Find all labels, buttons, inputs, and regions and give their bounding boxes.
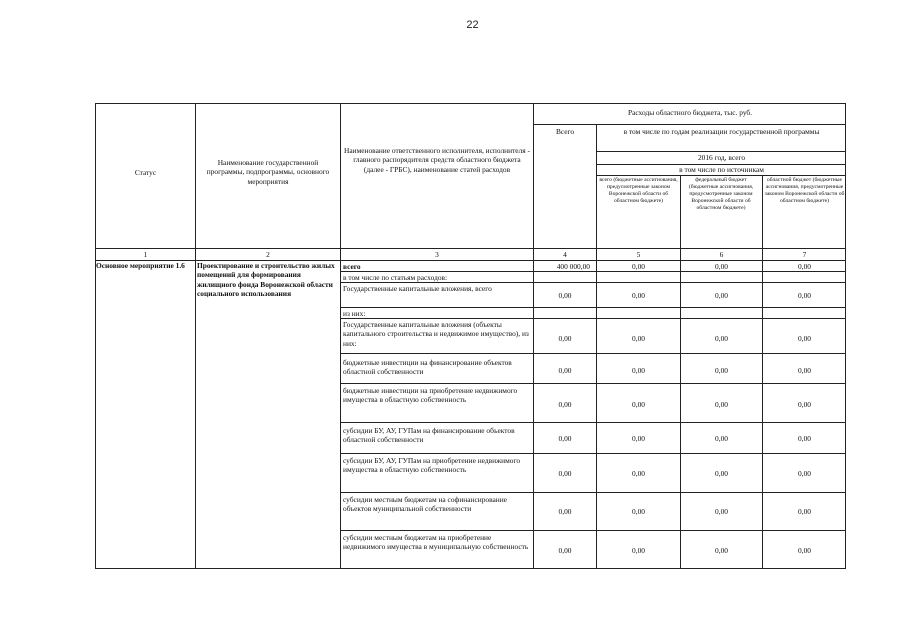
grid-line bbox=[596, 124, 597, 569]
row-value: 0,00 bbox=[558, 334, 572, 343]
row-value: 0,00 bbox=[798, 546, 811, 555]
page-number: 22 bbox=[466, 19, 479, 31]
grid-line bbox=[340, 353, 846, 354]
grid-line bbox=[195, 103, 196, 569]
row-value: 0,00 bbox=[715, 546, 728, 555]
row-value: 0,00 bbox=[558, 291, 572, 300]
header-year-total: 2016 год, всего bbox=[697, 153, 746, 162]
header-source-3: областной бюджет (бюджетные ассигнования, предусмотренные законом Воронежской области об областном бюджете) bbox=[764, 177, 845, 204]
row-value: 0,00 bbox=[632, 366, 645, 375]
row-value: 0,00 bbox=[558, 469, 572, 478]
grid-line bbox=[95, 248, 846, 249]
row-value: 0,00 bbox=[715, 334, 728, 343]
grid-line bbox=[340, 453, 846, 454]
grid-line bbox=[340, 103, 341, 569]
row-value: 0,00 bbox=[632, 507, 645, 516]
row-label: субсидии местным бюджетам на приобретение недвижимого имущества в муниципальную собственность bbox=[343, 533, 529, 552]
row-label: бюджетные инвестиции на финансирование объектов областной собственности bbox=[343, 358, 512, 377]
row-value: 0,00 bbox=[632, 469, 645, 478]
column-number: 3 bbox=[435, 250, 439, 259]
header-program-name: Наименование государственной программы, подпрограммы, основного мероприятия bbox=[206, 158, 330, 186]
grid-line bbox=[533, 124, 846, 125]
row-value: 0,00 bbox=[798, 366, 811, 375]
row-value: 0,00 bbox=[715, 291, 728, 300]
row-label: всего bbox=[343, 262, 361, 271]
row-value: 0,00 bbox=[798, 334, 811, 343]
row-label: субсидии БУ, АУ, ГУПам на финансирование объектов областной собственности bbox=[343, 426, 515, 445]
row-value: 0,00 bbox=[798, 507, 811, 516]
column-number: 6 bbox=[719, 250, 724, 259]
column-number: 5 bbox=[636, 250, 641, 259]
header-by-years: в том числе по годам реализации государственной программы bbox=[623, 127, 820, 136]
row-value: 0,00 bbox=[632, 334, 645, 343]
column-number: 7 bbox=[802, 250, 807, 259]
row-value: 0,00 bbox=[798, 262, 811, 271]
row-value: 0,00 bbox=[715, 469, 728, 478]
header-source-2: федеральный бюджет (бюджетные ассигнования, предусмотренные законом Воронежской области об областном бюджете) bbox=[688, 177, 754, 211]
column-number: 4 bbox=[563, 250, 567, 259]
row-label: Государственные капитальные вложения, всего bbox=[343, 284, 492, 293]
row-value: 0,00 bbox=[632, 546, 645, 555]
column-number: 1 bbox=[143, 250, 148, 259]
row-label: в том числе по статьям расходов: bbox=[343, 273, 448, 282]
row-value: 0,00 bbox=[715, 366, 728, 375]
row-value: 0,00 bbox=[798, 469, 811, 478]
grid-line bbox=[340, 307, 846, 308]
row-value: 0,00 bbox=[558, 507, 572, 516]
grid-line bbox=[596, 151, 846, 152]
row-value: 0,00 bbox=[632, 400, 645, 409]
row-label: субсидии БУ, АУ, ГУПам на приобретение недвижимого имущества в областную собственность bbox=[343, 456, 521, 475]
row-value: 0,00 bbox=[715, 400, 728, 409]
header-source-1: всего (бюджетные ассигнования, предусмотренные законом Воронежской области об областном бюджете) bbox=[599, 177, 678, 204]
row-value: 0,00 bbox=[715, 262, 728, 271]
header-executor: Наименование ответственного исполнителя, исполнителя - главного распорядителя средств областного бюджета (далее - ГРБС), наименование статей расходов bbox=[344, 146, 530, 174]
grid-line bbox=[596, 175, 846, 176]
status-value: Основное мероприятие 1.6 bbox=[96, 261, 185, 270]
row-value: 0,00 bbox=[632, 291, 645, 300]
row-value: 400 000,00 bbox=[556, 262, 590, 271]
grid-line bbox=[340, 383, 846, 384]
row-value: 0,00 bbox=[558, 546, 572, 555]
grid-line bbox=[340, 530, 846, 531]
grid-line bbox=[340, 422, 846, 423]
row-label: из них: bbox=[343, 309, 366, 318]
row-label: бюджетные инвестиции на приобретение недвижимого имущества в областную собственность bbox=[343, 386, 518, 405]
header-total: Всего bbox=[555, 127, 575, 136]
column-number: 2 bbox=[266, 250, 270, 259]
row-value: 0,00 bbox=[798, 400, 811, 409]
header-expenses-title: Расходы областного бюджета, тыс. руб. bbox=[627, 108, 753, 117]
row-value: 0,00 bbox=[632, 262, 645, 271]
program-value: Проектирование и строительство жилых помещений для формирования жилищного фонда Воронежской области социального использования bbox=[197, 261, 335, 298]
row-value: 0,00 bbox=[715, 507, 728, 516]
row-value: 0,00 bbox=[798, 291, 811, 300]
row-value: 0,00 bbox=[558, 400, 572, 409]
row-label: субсидии местным бюджетам на софинансирование объектов муниципальной собственности bbox=[343, 495, 507, 514]
row-value: 0,00 bbox=[715, 434, 728, 443]
header-status: Статус bbox=[134, 168, 157, 177]
row-value: 0,00 bbox=[558, 366, 572, 375]
row-label: Государственные капитальные вложения (объекты капитального строительства и недвижимое имущество), из них: bbox=[343, 320, 529, 348]
header-by-sources: в том числе по источникам bbox=[679, 165, 764, 174]
row-value: 0,00 bbox=[558, 434, 572, 443]
row-value: 0,00 bbox=[632, 434, 645, 443]
grid-line bbox=[340, 492, 846, 493]
row-value: 0,00 bbox=[798, 434, 811, 443]
